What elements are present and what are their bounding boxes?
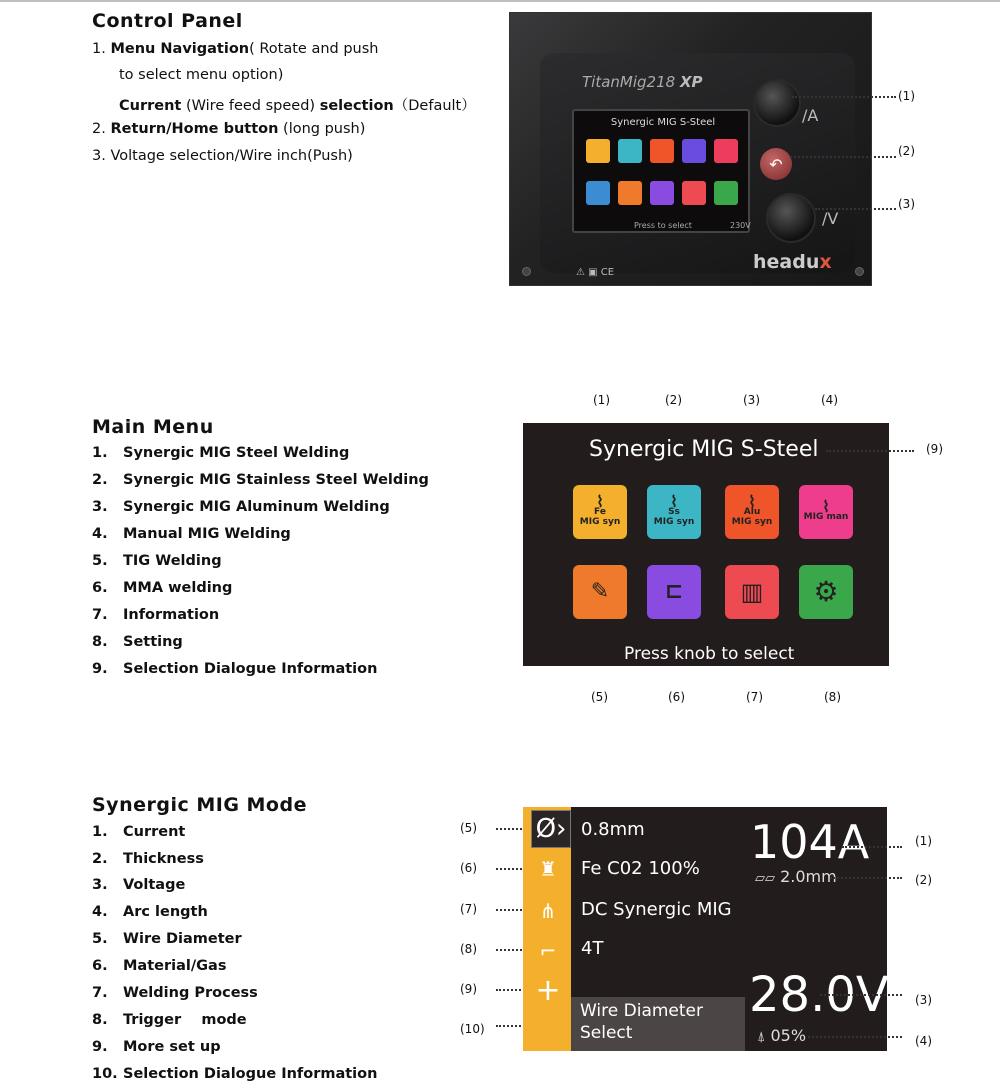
tile-mig-stainless[interactable]: ⌇ Ss MIG syn (647, 485, 701, 539)
list-item-num: 3. (92, 499, 108, 515)
brand-logo (753, 251, 832, 273)
list-item: Manual MIG Welding (123, 526, 291, 542)
knob-v-label: /V (822, 209, 839, 228)
welding-process-icon[interactable]: ⋔ (539, 899, 557, 923)
mini-tile-icon (650, 139, 674, 163)
mini-tile-icon (586, 181, 610, 205)
control-panel-heading: Control Panel (92, 10, 243, 32)
mini-tile-icon (586, 139, 610, 163)
arc-icon: ⍋ (757, 1029, 766, 1045)
tile-top-label: Fe (594, 507, 606, 517)
list-item: Selection Dialogue Information (123, 1066, 378, 1082)
list-item-num: 5. (92, 931, 108, 947)
return-home-button[interactable]: ↶ (760, 148, 792, 180)
tig-torch-icon: ✎ (590, 579, 610, 604)
screen-title: Synergic MIG S-Steel (589, 437, 819, 462)
mini-voltage-text: 230V (730, 221, 751, 230)
callout-line (792, 96, 896, 98)
list-item-num: 1. (92, 445, 108, 461)
list-item: Information (123, 607, 220, 623)
book-icon: ▥ (740, 578, 764, 606)
plus-icon[interactable]: + (535, 973, 561, 1008)
screw-icon (522, 267, 531, 276)
thickness-icon: ▱▱ (755, 871, 775, 886)
tile-mma[interactable] (647, 565, 701, 619)
brand-text: headu (753, 251, 820, 273)
callout-line (820, 994, 902, 996)
gas-bottle-icon[interactable]: ♜ (539, 857, 557, 881)
synergic-heading: Synergic MIG Mode (92, 794, 307, 816)
selection-dialogue (571, 997, 745, 1051)
list-item: Setting (123, 634, 183, 650)
list-item: Synergic MIG Stainless Steel Welding (123, 472, 429, 488)
control-item-1-line2: to select menu option) (119, 67, 284, 83)
callout-label: (3) (915, 993, 932, 1007)
brand-x: x (819, 251, 832, 273)
list-item-num: 6. (92, 580, 108, 596)
current-desc: (Wire feed speed) (181, 98, 320, 114)
callout-label: (9) (460, 982, 477, 996)
callout-label: (1) (593, 393, 610, 407)
welding-process-value: DC Synergic MIG (581, 899, 732, 920)
control-panel-photo (509, 12, 872, 286)
control-item-2 (92, 121, 365, 137)
mini-tile-icon (714, 139, 738, 163)
mini-tile-icon (618, 139, 642, 163)
selection-line-1: Wire Diameter (580, 1001, 704, 1021)
list-item-num: 3. (92, 877, 108, 893)
control-item-3: 3. Voltage selection/Wire inch(Push) (92, 148, 353, 164)
wire-diameter-icon[interactable]: Ø› (531, 810, 571, 848)
list-item: Voltage (123, 877, 186, 893)
callout-line (842, 846, 902, 848)
thickness-text: 2.0mm (780, 867, 837, 886)
top-divider (0, 0, 1000, 2)
callout-label: (9) (926, 442, 943, 456)
tile-mig-steel[interactable]: ⌇ Fe MIG syn (573, 485, 627, 539)
tile-mig-aluminum[interactable]: ⌇ Alu MIG syn (725, 485, 779, 539)
list-item-num: 1. (92, 824, 108, 840)
list-item-num: 2. (92, 851, 108, 867)
list-item: Synergic MIG Steel Welding (123, 445, 350, 461)
list-item-num: 9. (92, 1039, 108, 1055)
callout-label: (4) (821, 393, 838, 407)
tile-tig[interactable] (573, 565, 627, 619)
current-value: 104A (750, 815, 870, 869)
gear-icon: ⚙ (813, 575, 839, 608)
list-item: Material/Gas (123, 958, 227, 974)
mini-screen (572, 109, 750, 233)
list-item: Current (123, 824, 186, 840)
list-item: Wire Diameter (123, 931, 242, 947)
list-item-num: 4. (92, 526, 108, 542)
arc-text: 05% (770, 1026, 807, 1045)
list-item-num: 8. (92, 1012, 108, 1028)
callout-label: (2) (665, 393, 682, 407)
voltage-value: 28.0V (749, 967, 889, 1023)
knob-a-label: /A (802, 106, 819, 125)
callout-line (808, 1036, 902, 1038)
tile-bottom-label: MIG syn (653, 517, 695, 527)
main-menu-heading: Main Menu (92, 416, 214, 438)
list-item: Synergic MIG Aluminum Welding (123, 499, 390, 515)
cert-marks: ⚠ ▣ CE (576, 267, 615, 278)
list-item-num: 6. (92, 958, 108, 974)
list-item: Welding Process (123, 985, 258, 1001)
callout-label: (7) (746, 690, 763, 704)
control-item-1 (92, 41, 378, 57)
list-item: Thickness (123, 851, 204, 867)
tile-bottom-label: MIG man (803, 512, 849, 522)
trigger-icon[interactable]: ⌐ (539, 939, 557, 963)
thickness-value (755, 867, 837, 886)
callout-label: (5) (460, 821, 477, 835)
model-name (582, 73, 703, 91)
tile-top-label: Alu (743, 507, 761, 517)
current-label: Current (119, 98, 182, 114)
control-item-1-desc: ( Rotate and push (249, 41, 379, 57)
mini-tile-icon (682, 181, 706, 205)
control-item-2-desc: (long push) (278, 121, 366, 137)
selection-line-2: Select (580, 1023, 633, 1043)
tile-bottom-label: MIG syn (579, 517, 621, 527)
list-item: Arc length (123, 904, 208, 920)
mini-screen-title: Synergic MIG S-Steel (610, 117, 716, 128)
callout-label: (1) (898, 89, 915, 103)
mini-tile-icon (714, 181, 738, 205)
list-item-num: 2. (92, 472, 108, 488)
callout-label: (6) (460, 861, 477, 875)
callout-label: (10) (460, 1022, 485, 1036)
control-item-2-num: 2. (92, 121, 106, 137)
control-item-1-title: Menu Navigation (110, 41, 250, 57)
list-item-num: 7. (92, 985, 108, 1001)
list-item: Trigger mode (123, 1012, 247, 1028)
main-menu-screen (523, 423, 889, 666)
list-item-num: 5. (92, 553, 108, 569)
callout-label: (7) (460, 902, 477, 916)
navigation-knob[interactable] (753, 79, 801, 127)
callout-label: (2) (915, 873, 932, 887)
mini-tile-icon (682, 139, 706, 163)
mini-tile-icon (618, 181, 642, 205)
press-knob-text: Press knob to select (624, 644, 795, 664)
callout-label: (2) (898, 144, 915, 158)
callout-line (830, 877, 902, 879)
list-item-num: 10. (92, 1066, 118, 1082)
tile-mig-manual[interactable]: ⌇ MIG man (799, 485, 853, 539)
callout-line (815, 208, 896, 210)
list-item: More set up (123, 1039, 221, 1055)
list-item-num: 9. (92, 661, 108, 677)
callout-label: (4) (915, 1034, 932, 1048)
callout-label: (8) (824, 690, 841, 704)
list-item: Selection Dialogue Information (123, 661, 378, 677)
callout-label: (5) (591, 690, 608, 704)
callout-line (826, 450, 914, 452)
model-text: TitanMig218 (582, 73, 676, 91)
list-item-num: 7. (92, 607, 108, 623)
material-gas-value: Fe C02 100% (581, 858, 700, 879)
model-suffix: XP (679, 73, 703, 91)
tile-bottom-label: MIG syn (731, 517, 773, 527)
callout-label: (6) (668, 690, 685, 704)
list-item-num: 4. (92, 904, 108, 920)
screw-icon (855, 267, 864, 276)
synergic-screen (523, 807, 887, 1051)
wire-diameter-value: 0.8mm (581, 819, 645, 840)
default-note: （Default） (393, 98, 476, 114)
trigger-mode-value: 4T (581, 938, 604, 959)
control-item-2-title: Return/Home button (110, 121, 279, 137)
mini-tile-icon (650, 181, 674, 205)
arc-length-value (757, 1026, 806, 1045)
tile-information[interactable] (725, 565, 779, 619)
tile-setting[interactable] (799, 565, 853, 619)
selection-label: selection (319, 98, 394, 114)
control-item-1-line3 (119, 94, 476, 115)
callout-line (790, 156, 896, 158)
tile-top-label: Ss (668, 507, 680, 517)
mini-press-text: Press to select (634, 221, 692, 230)
list-item: TIG Welding (123, 553, 222, 569)
callout-label: (8) (460, 942, 477, 956)
mma-holder-icon: ⊏ (664, 579, 684, 604)
control-item-1-num: 1. (92, 41, 106, 57)
list-item-num: 8. (92, 634, 108, 650)
voltage-knob[interactable] (766, 193, 816, 243)
callout-label: (1) (915, 834, 932, 848)
callout-label: (3) (898, 197, 915, 211)
list-item: MMA welding (123, 580, 233, 596)
callout-label: (3) (743, 393, 760, 407)
